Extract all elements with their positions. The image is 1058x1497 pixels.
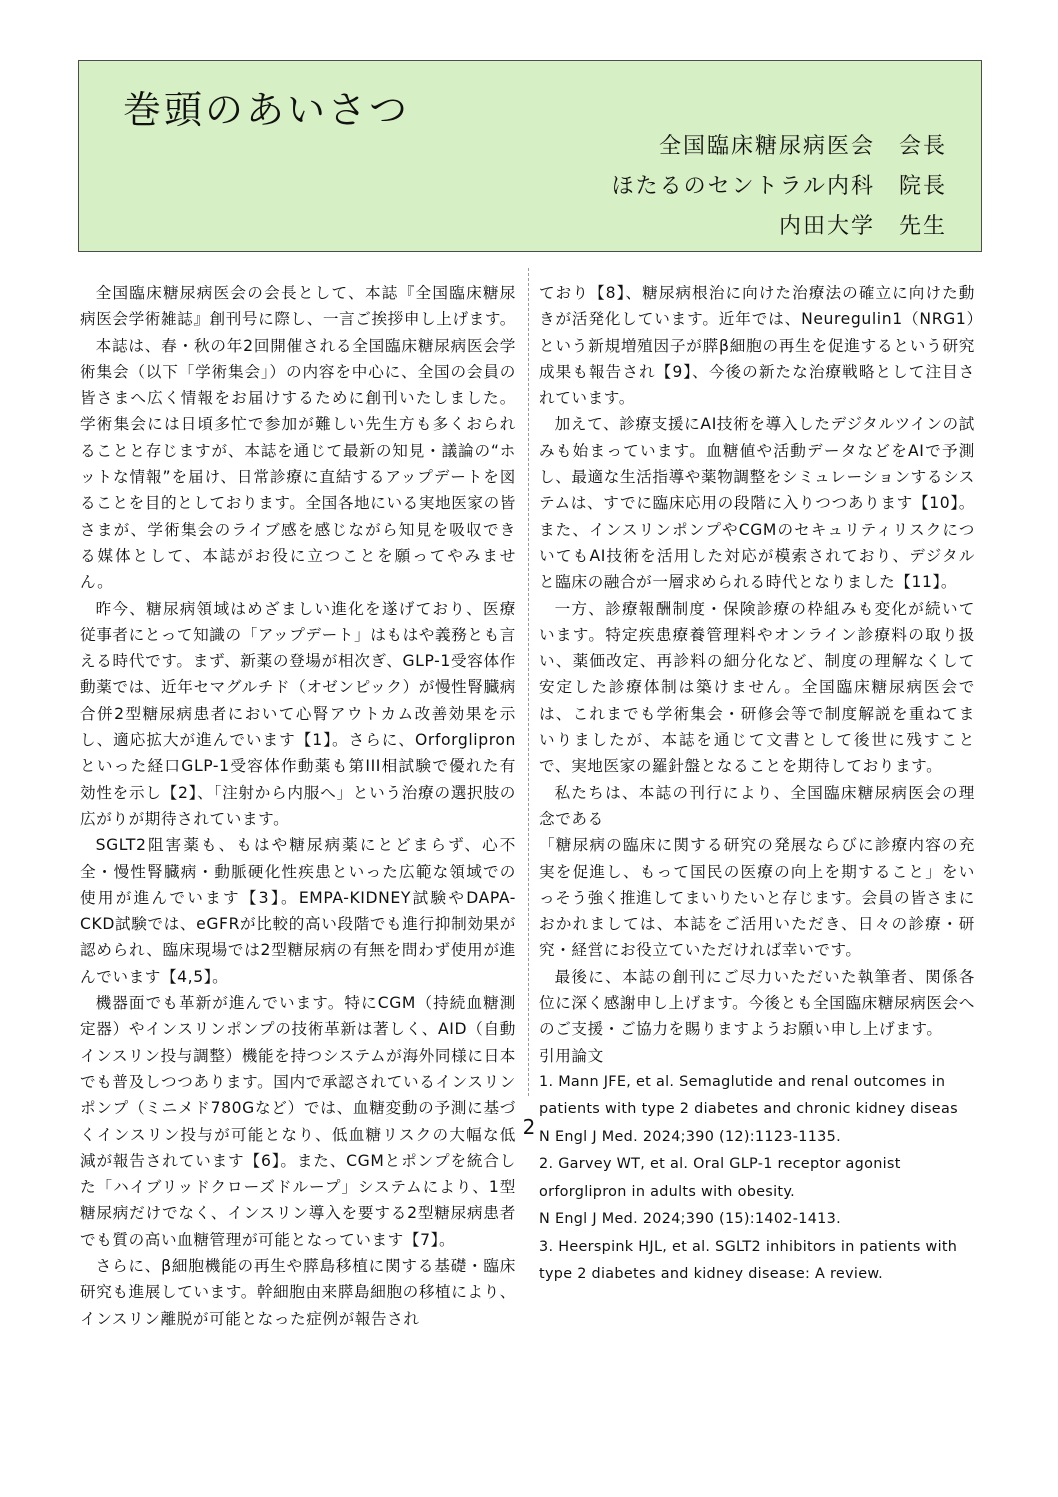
column-divider xyxy=(528,268,529,1096)
paragraph: 機器面でも革新が進んでいます。特にCGM（持続血糖測定器）やインスリンポンプの技術革新は著しく、AID（自動インスリン投与調整）機能を持つシステムが海外同様に日本でも普及しつつあります。国内で承認されているインスリンポンプ（ミニメド780Gなど）では、血糖変動の予測に基づくインスリン投与が可能となり、低血糖リスクの大幅な低減が報告されています【6】。また、CGMとポンプを統合した「ハイブリッドクローズドループ」システムにより、1型糖尿病だけでなく、インスリン導入を要する2型糖尿病患者でも質の高い血糖管理が可能となっています【7】。 xyxy=(80,994,516,1249)
paragraph: 私たちは、本誌の刊行により、全国臨床糖尿病医会の理念である xyxy=(539,783,975,828)
reference-item: 1. Mann JFE, et al. Semaglutide and renal outcomes in patients with type 2 diabetes and chronic kidney diseas xyxy=(539,1073,958,1118)
paragraph-continued: ており【8】、糖尿病根治に向けた治療法の確立に向けた動きが活発化しています。近年では、Neuregulin1（NRG1）という新規増殖因子が膵β細胞の再生を促進するという研究成果も報告され【9】、今後の新たな治療戦略として注目されています。 xyxy=(539,284,975,408)
page-number: 2 xyxy=(522,1115,536,1139)
reference-item: 2. Garvey WT, et al. Oral GLP-1 receptor agonist orforglipron in adults with obesity. xyxy=(539,1156,901,1200)
reference-item: 3. Heerspink HJL, et al. SGLT2 inhibitors in patients with type 2 diabetes and kidney disease: A review. xyxy=(539,1238,958,1283)
paragraph: 全国臨床糖尿病医会の会長として、本誌『全国臨床糖尿病医会学術雑誌』創刊号に際し、一言ご挨拶申し上げます。 xyxy=(80,284,516,329)
philosophy-quote: 「糖尿病の臨床に関する研究の発展ならびに診療内容の充実を促進し、もって国民の医療の向上を期すること」をいっそう強く推進してまいりたいと存じます。会員の皆さまにおかれましては、本誌をご活用いただき、日々の診療・研究・経営にお役立ていただければ幸いです。 xyxy=(539,836,975,960)
header-box xyxy=(78,60,982,252)
page-title: 巻頭のあいさつ xyxy=(123,88,411,132)
left-column xyxy=(80,280,516,1332)
author-association: 全国臨床糖尿病医会 会長 xyxy=(658,134,947,159)
paragraph: SGLT2阻害薬も、もはや糖尿病薬にとどまらず、心不全・慢性腎臓病・動脈硬化性疾患といった広範な領域での使用が進んでいます【3】。EMPA-KIDNEY試験やDAPA-CKD試験では、eGFRが比較的高い段階でも進行抑制効果が認められ、臨床現場では2型糖尿病の有無を問わず使用が進んでいます【4,5】。 xyxy=(80,836,516,986)
author-block xyxy=(612,127,947,247)
paragraph: 本誌は、春・秋の年2回開催される全国臨床糖尿病医会学術集会（以下「学術集会」）の内容を中心に、全国の会員の皆さまへ広く情報をお届けするために創刊いたしました。学術集会には日頃多忙で参加が難しい先生方も多くおられることと存じますが、本誌を通じて最新の知見・議論の“ホットな情報”を届け、日常診療に直結するアップデートを図ることを目的としております。全国各地にいる実地医家の皆さまが、学術集会のライブ感を感じながら知見を吸収できる媒体として、本誌がお役に立つことを願ってやみません。 xyxy=(80,336,516,592)
paragraph: さらに、β細胞機能の再生や膵島移植に関する基礎・臨床研究も進展しています。幹細胞由来膵島細胞の移植により、インスリン離脱が可能となった症例が報告され xyxy=(80,1256,516,1328)
references-heading: 引用論文 xyxy=(539,1046,604,1065)
reference-item: N Engl J Med. 2024;390 (12):1123-1135. xyxy=(539,1128,841,1145)
paragraph: 昨今、糖尿病領域はめざましい進化を遂げており、医療従事者にとって知識の「アップデート」はもはや義務とも言える時代です。まず、新薬の登場が相次ぎ、GLP-1受容体作動薬では、近年セマグルチド（オゼンピック）が慢性腎臓病合併2型糖尿病患者において心腎アウトカム改善効果を示し、適応拡大が進んでいます【1】。さらに、Orforglipronといった経口GLP-1受容体作動薬も第III相試験で優れた有効性を示し【2】、「注射から内服へ」という治療の選択肢の広がりが期待されています。 xyxy=(80,599,516,828)
author-name: 内田大学 先生 xyxy=(778,214,947,239)
author-clinic: ほたるのセントラル内科 院長 xyxy=(611,174,947,199)
paragraph: 加えて、診療支援にAI技術を導入したデジタルツインの試みも始まっています。血糖値や活動データなどをAIで予測し、最適な生活指導や薬物調整をシミュレーションするシステムは、すでに臨床応用の段階に入りつつあります【10】。また、インスリンポンプやCGMのセキュリティリスクについてもAI技術を活用した対応が模索されており、デジタルと臨床の融合が一層求められる時代となりました【11】。 xyxy=(539,415,975,592)
paragraph: 最後に、本誌の創刊にご尽力いただいた執筆者、関係各位に深く感謝申し上げます。今後とも全国臨床糖尿病医会へのご支援・ご協力を賜りますようお願い申し上げます。 xyxy=(539,967,975,1039)
reference-item: N Engl J Med. 2024;390 (15):1402-1413. xyxy=(539,1211,841,1228)
paragraph: 一方、診療報酬制度・保険診療の枠組みも変化が続いています。特定疾患療養管理料やオンライン診療料の取り扱い、薬価改定、再診料の細分化など、制度の理解なくして安定した診療体制は築けません。全国臨床糖尿病医会では、これまでも学術集会・研修会等で制度解説を重ねてまいりましたが、本誌を通じて文書として後世に残すことで、実地医家の羅針盤となることを期待しております。 xyxy=(539,599,975,776)
